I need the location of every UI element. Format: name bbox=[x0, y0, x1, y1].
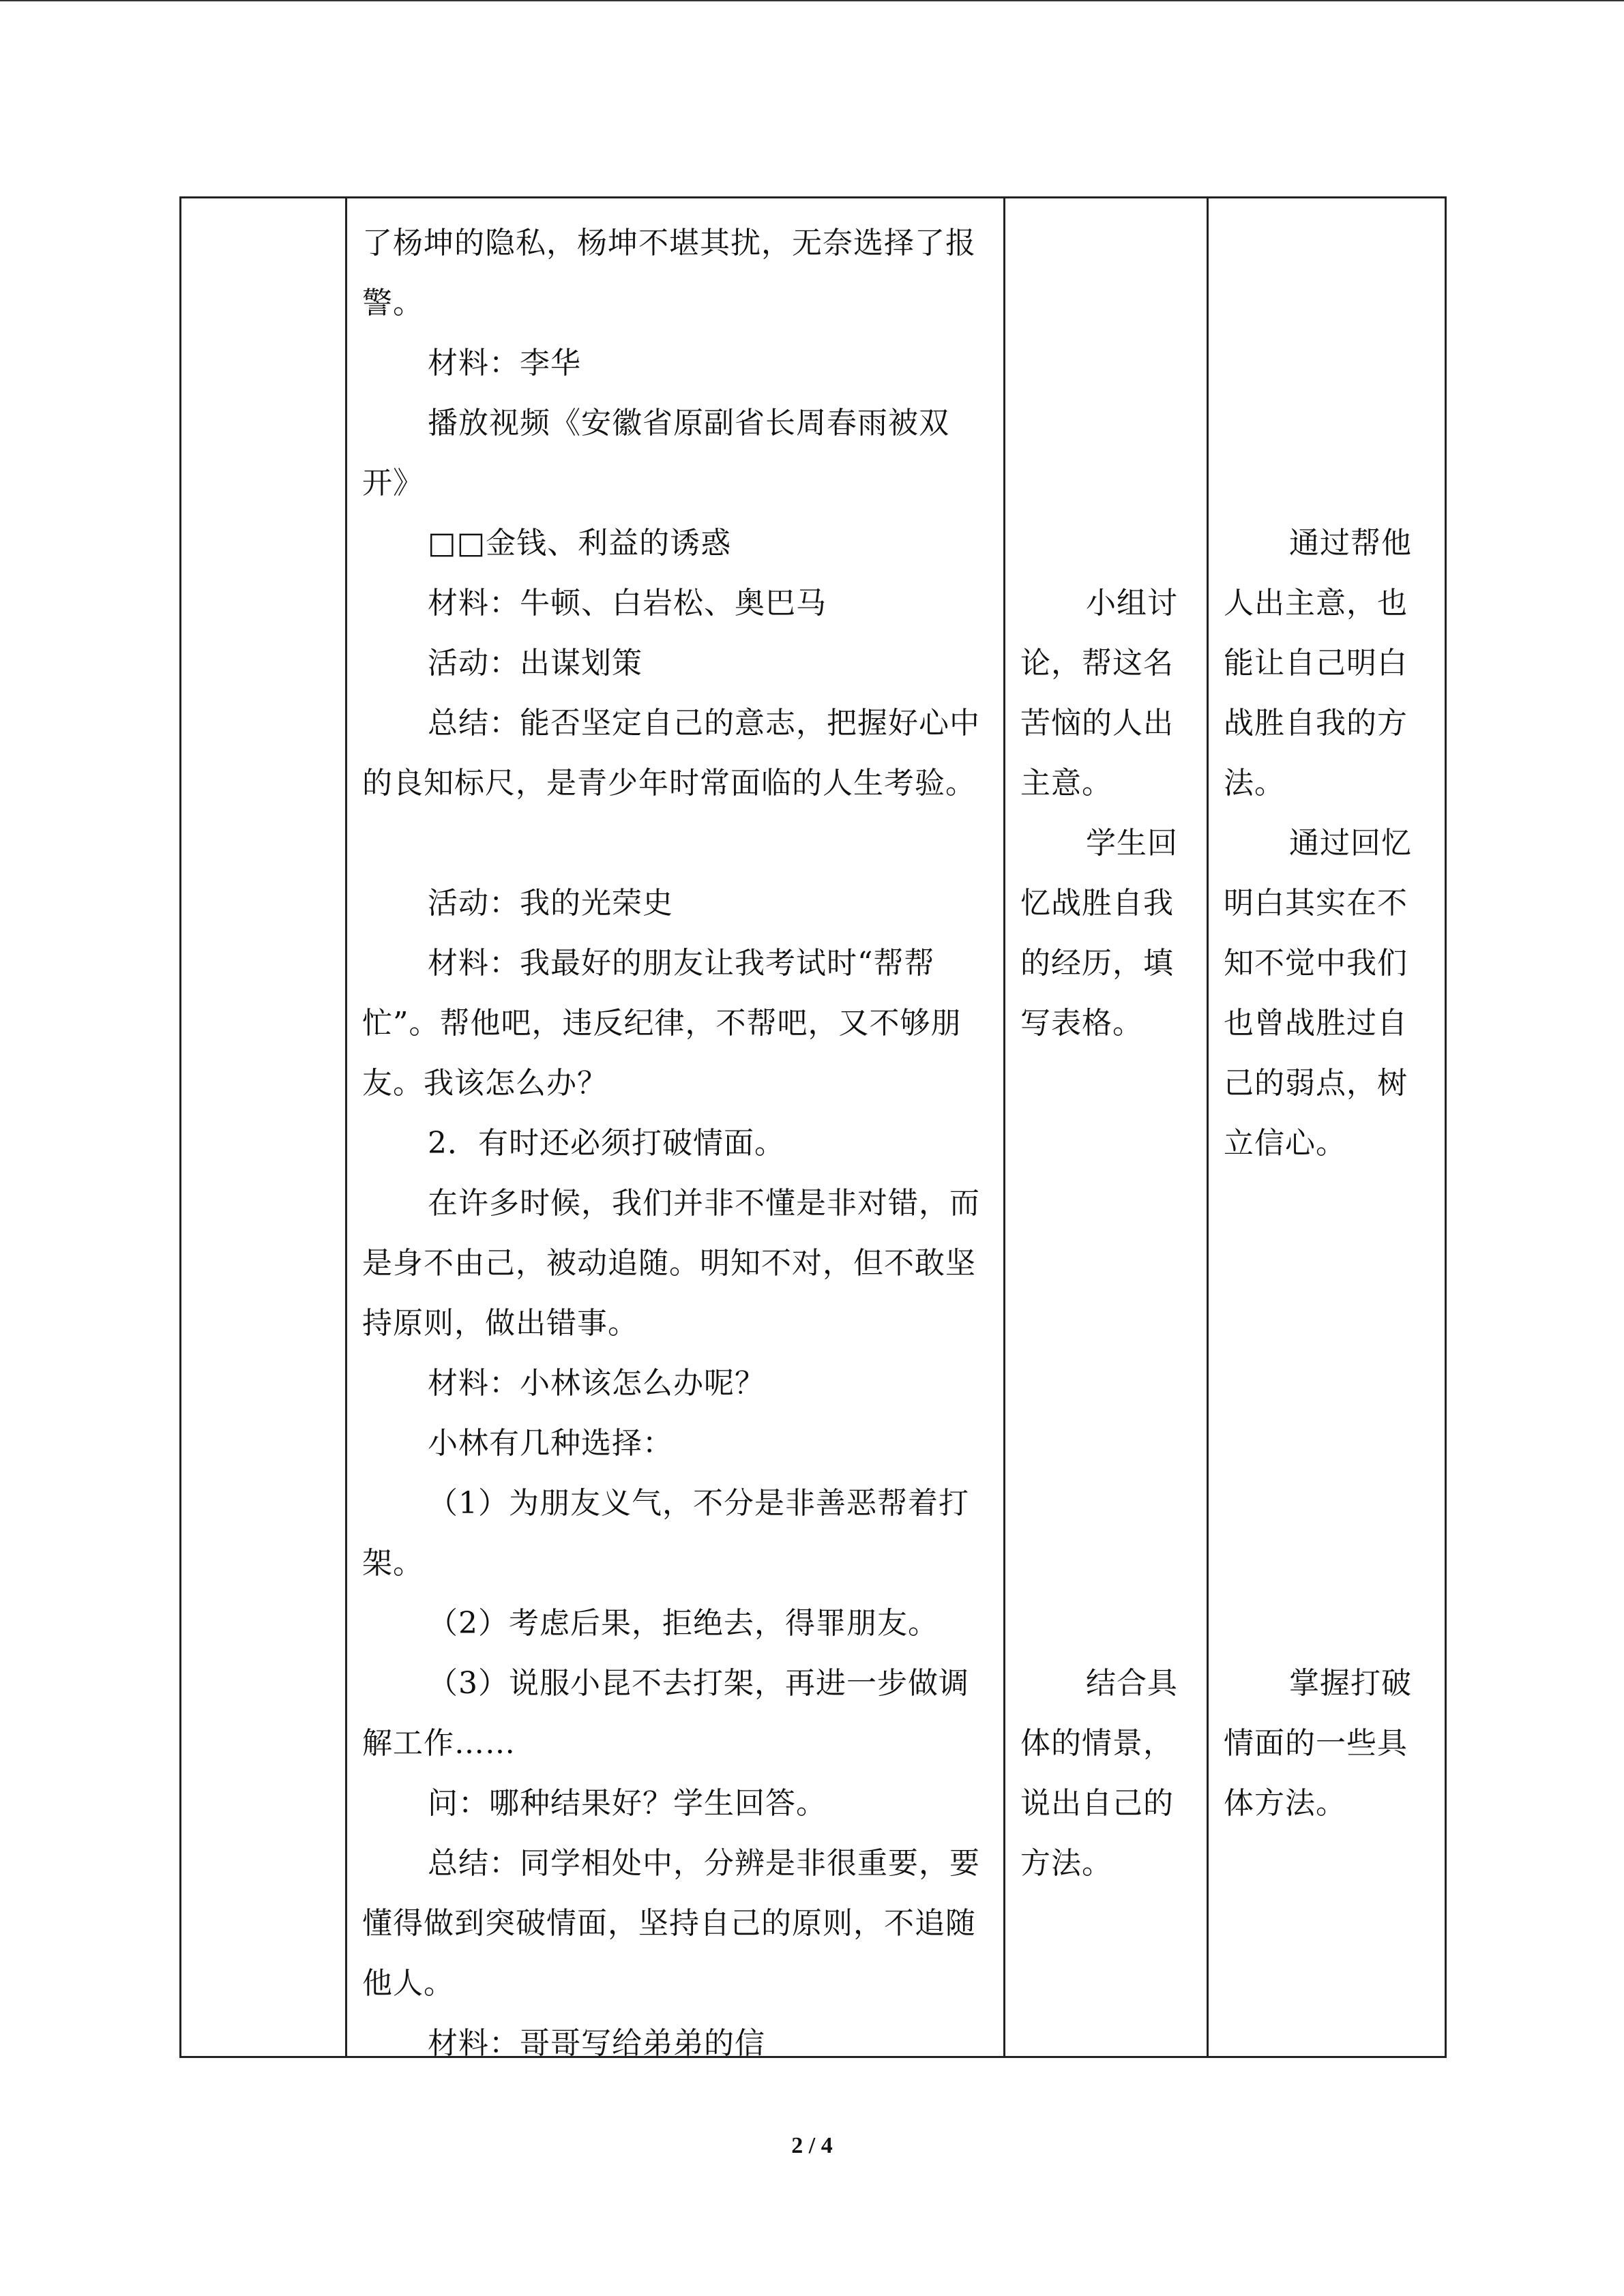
content-paragraph: （2）考虑后果，拒绝去，得罪朋友。 bbox=[428, 1606, 939, 1641]
content-paragraph: 材料：牛顿、白岩松、奥巴马 bbox=[428, 586, 827, 621]
content-paragraph: 问：哪种结果好？学生回答。 bbox=[428, 1786, 827, 1821]
content-paragraph: 材料：哥哥写给弟弟的信 bbox=[428, 2026, 765, 2061]
content-paragraph: 总结：能否坚定自己的意志，把握好心中的良知标尺，是青少年时常面临的人生考验。 bbox=[362, 706, 980, 801]
design-purpose-column bbox=[1207, 198, 1449, 2056]
content-paragraph: 材料：我最好的朋友让我考试时“帮帮忙”。帮他吧，违反纪律，不帮吧，又不够朋友。我该怎么办？ bbox=[362, 946, 962, 1101]
purpose-paragraph: 通过帮他人出主意，也能让自己明白战胜自我的方法。 bbox=[1224, 526, 1412, 801]
content-paragraph: 了杨坤的隐私，杨坤不堪其扰，无奈选择了报警。 bbox=[362, 226, 976, 320]
content-paragraph: 2．有时还必须打破情面。 bbox=[428, 1126, 785, 1161]
activity-paragraph: 小组讨论，帮这名苦恼的人出主意。 bbox=[1020, 586, 1178, 801]
lesson-plan-table bbox=[179, 196, 1447, 2061]
content-paragraph: （3）说服小昆不去打架，再进一步做调解工作…… bbox=[362, 1666, 969, 1761]
activity-paragraph: 结合具体的情景，说出自己的方法。 bbox=[1020, 1666, 1178, 1881]
content-paragraph: 活动：我的光荣史 bbox=[428, 886, 673, 921]
page-top-border bbox=[0, 0, 1624, 1]
activity-paragraph: 学生回忆战胜自我的经历，填写表格。 bbox=[1020, 826, 1178, 1041]
stage-column bbox=[181, 198, 345, 2056]
content-paragraph: 总结：同学相处中，分辨是非很重要，要懂得做到突破情面，坚持自己的原则，不追随他人。 bbox=[362, 1846, 980, 2001]
content-paragraph: □□金钱、利益的诱惑 bbox=[428, 526, 732, 561]
content-paragraph: 材料：李华 bbox=[428, 346, 581, 381]
content-paragraph: 材料：小林该怎么办呢？ bbox=[428, 1366, 765, 1401]
teaching-content-column bbox=[345, 198, 1003, 2061]
content-paragraph: 在许多时候，我们并非不懂是非对错，而是身不由己，被动追随。明知不对，但不敢坚持原则，做出错事。 bbox=[362, 1186, 980, 1341]
purpose-paragraph: 通过回忆明白其实在不知不觉中我们也曾战胜过自己的弱点，树立信心。 bbox=[1224, 826, 1412, 1161]
content-paragraph: 播放视频《安徽省原副省长周春雨被双开》 bbox=[362, 406, 949, 501]
content-paragraph: 活动：出谋划策 bbox=[428, 646, 643, 681]
page-number: 2 / 4 bbox=[791, 2133, 833, 2158]
content-paragraph: 小林有几种选择： bbox=[428, 1426, 673, 1461]
content-paragraph: （1）为朋友义气，不分是非善恶帮着打架。 bbox=[362, 1486, 969, 1581]
purpose-paragraph: 掌握打破情面的一些具体方法。 bbox=[1224, 1666, 1412, 1821]
student-activity-column bbox=[1003, 198, 1207, 2056]
